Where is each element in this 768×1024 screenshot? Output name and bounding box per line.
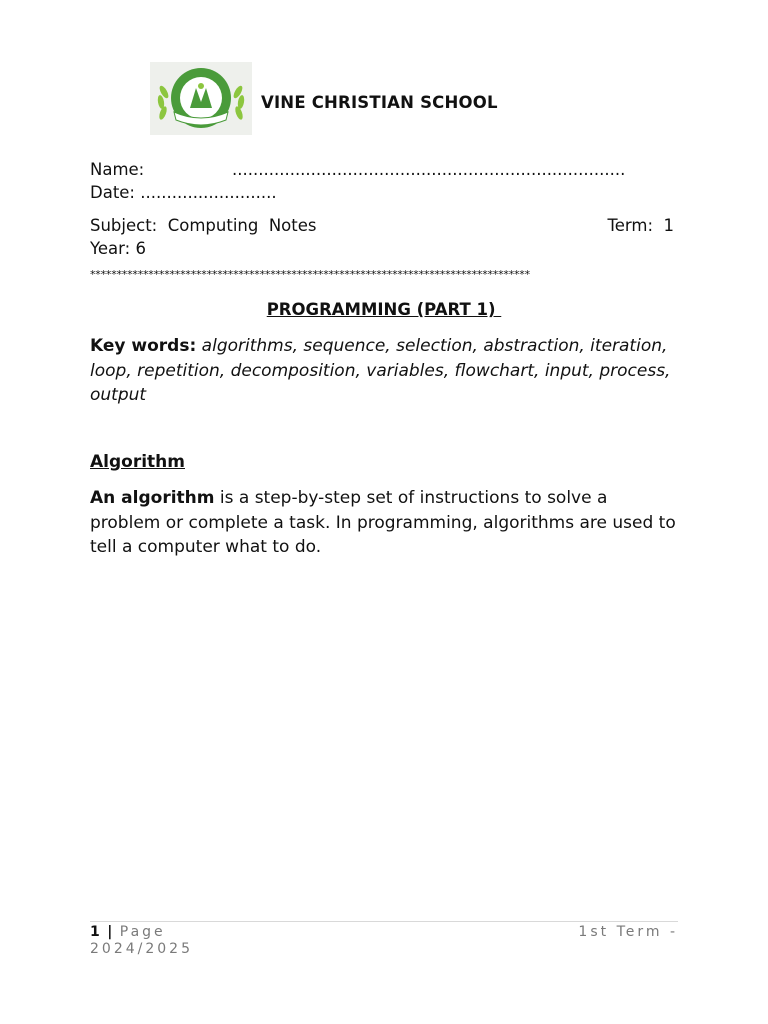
- key-words-label: Key words:: [90, 336, 197, 356]
- subject-field: [90, 214, 678, 237]
- page-footer: [90, 924, 678, 957]
- term-label: Term: 1: [607, 216, 674, 235]
- subject-label: Subject: Computing Notes: [90, 216, 317, 235]
- star-divider: ***********************************************************************************: [90, 268, 530, 281]
- definition-term: An algorithm: [90, 488, 215, 508]
- footer-term: 1st Term -: [578, 924, 678, 940]
- key-words: [90, 334, 680, 408]
- definition-body: is a step-by-step set of instructions to solve a problem or complete a task. In programming, algorithms are used to tell a computer what to do.: [90, 488, 676, 557]
- section-title: Algorithm: [90, 452, 185, 472]
- page-number: 1: [90, 924, 100, 940]
- algorithm-definition: [90, 486, 682, 560]
- key-words-list: algorithms, sequence, selection, abstraction, iteration, loop, repetition, decomposition, variables, flowchart, input, process, output: [90, 336, 671, 405]
- school-name: VINE CHRISTIAN SCHOOL: [261, 93, 498, 112]
- footer-session: 2024/2025: [90, 941, 193, 957]
- year-field: Year: 6: [90, 239, 146, 258]
- name-label: Name:: [90, 160, 145, 179]
- school-logo-emblem: [150, 62, 252, 135]
- name-blank: ...........................................................................: [232, 160, 626, 179]
- footer-separator: |: [107, 924, 113, 940]
- footer-divider: [90, 921, 678, 922]
- page-title: PROGRAMMING (PART 1): [266, 300, 502, 319]
- date-field: Date: ..........................: [90, 183, 277, 202]
- school-logo: [150, 62, 252, 135]
- name-field: [90, 158, 678, 181]
- page-label: Page: [119, 924, 166, 940]
